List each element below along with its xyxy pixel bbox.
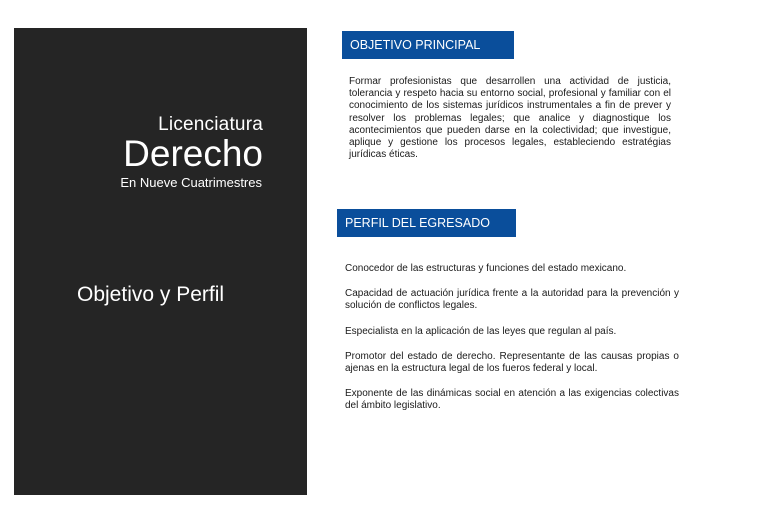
perfil-item: Conocedor de las estructuras y funciones del estado mexicano. <box>345 263 627 274</box>
perfil-item: Capacidad de actuación jurídica frente a la autoridad para la prevención y solución de conflictos legales. <box>345 288 679 312</box>
perfil-list <box>345 263 679 426</box>
perfil-header: PERFIL DEL EGRESADO <box>337 209 516 237</box>
perfil-item: Exponente de las dinámicas social en atención a las exigencias colectivas del ámbito legislativo. <box>345 388 679 412</box>
degree-name: Derecho <box>123 133 263 174</box>
objetivo-text: Formar profesionistas que desarrollen una actividad de justicia, tolerancia y respeto hacia su entorno social, profesional y familiar con el conocimiento de los sistemas jurídicos instrumentales a fin de prever y resolver los problemas legales; que analice y diagnostique los acontecimientos que pueden darse en la colectividad; que investigue, aplique y gestione los procesos legales, estableciendo estratégias jurídicas éticas. <box>349 76 671 161</box>
objetivo-header: OBJETIVO PRINCIPAL <box>342 31 514 59</box>
perfil-item: Especialista en la aplicación de las leyes que regulan al país. <box>345 325 617 337</box>
degree-prefix: Licenciatura <box>158 114 263 135</box>
section-subtitle: Objetivo y Perfil <box>77 283 225 306</box>
degree-duration: En Nueve Cuatrimestres <box>120 175 262 190</box>
left-panel <box>14 28 307 495</box>
perfil-item: Promotor del estado de derecho. Representante de las causas propias o ajenas en la estructura legal de los fueros federal y local. <box>345 350 679 375</box>
